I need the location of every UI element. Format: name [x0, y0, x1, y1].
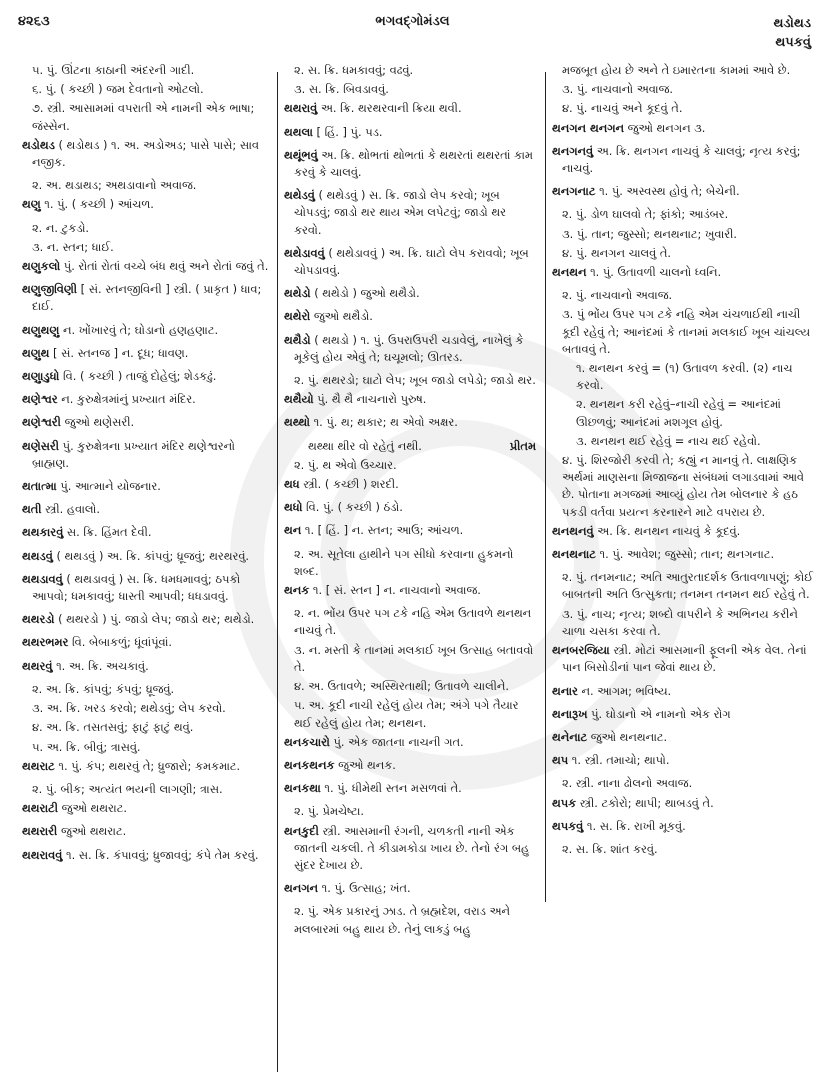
sense-line: ૩. ન. સ્તન; ધાઈ. — [32, 239, 114, 254]
definition: પું. ઘોડાનો એ નામનો એક રોગ — [591, 706, 731, 721]
definition: ૧. અ. ક્રિ. અચકાવું. — [56, 658, 149, 673]
dictionary-entry — [22, 501, 272, 518]
headword: થથેડો — [284, 286, 311, 301]
sense-line: ૩. પું. તાન; જુસ્સો; થનથનાટ; ખુવારી. — [562, 226, 738, 241]
headword: થથલા — [284, 124, 313, 139]
definition: પું. થૈ થૈ નાચનારો પુરુષ. — [317, 392, 427, 407]
definition: જુઓ થનથનાટ. — [590, 729, 668, 744]
headword: થથરભમર — [22, 635, 69, 650]
dictionary-entry — [284, 880, 536, 897]
column-divider-right — [545, 72, 546, 902]
guide-word-last: થપકવું — [775, 35, 811, 50]
example-text: થથ્થા થીર વો રહેતું નથી. — [308, 438, 422, 453]
headword: થનગન થનગન — [552, 120, 625, 135]
headword: થથ્થો — [284, 415, 310, 430]
definition: ન. આગમ; ભવિષ્ય. — [581, 683, 672, 698]
definition: ( થથેડાવવું ) અ. ક્રિ. ઘાટો લેપ કરાવવો; ખૂબ ચોપડાવવું. — [294, 245, 529, 278]
headword: થણુ — [22, 197, 41, 212]
definition: સ્ત્રી. ( કચ્છી ) શરદી. — [303, 477, 399, 492]
sense-line: ૨. ન. ટુકડો. — [32, 220, 90, 235]
definition: ૧. પું. અસ્વસ્થ હોવું તે; બેચેની. — [599, 184, 740, 199]
headword: થધ — [284, 477, 300, 492]
definition: જુઓ થથરાટ. — [60, 824, 127, 839]
headword: થનગનાટ — [552, 184, 596, 199]
definition: અ. ક્રિ. થનગન નાચવું કે ચાલવું; નૃત્ય કરવું; નાચવું. — [562, 143, 801, 176]
dictionary-entry — [284, 734, 536, 751]
example-text: ૩. થનથન થઈ રહેવું = નાચ થઈ રહેવો. — [576, 433, 761, 448]
headword: થથરડો — [22, 612, 55, 627]
dictionary-entry — [552, 706, 814, 723]
headword: થણેસરી — [22, 438, 60, 453]
headword: થથૈયો — [284, 392, 314, 407]
dictionary-entry — [22, 414, 272, 431]
dictionary-entry — [284, 499, 536, 516]
sense-line: ૨. પું. થથરડો; ઘાટો લેપ; ખૂબ જાડો લપેડો; જાડો થર. — [294, 373, 536, 388]
sense-line: ૨. અ. થડાથડ; અથડાવાનો અવાજ. — [32, 178, 197, 193]
sense-line: ૨. પું. પ્રેમચેષ્ટા. — [294, 804, 365, 819]
sense-line: ૨. પું. બીક; અત્યંત ભયની લાગણી; ત્રાસ. — [32, 781, 223, 796]
dictionary-entry — [284, 245, 536, 279]
headword: થણુજીવિણી — [22, 282, 78, 297]
headword: થનકથા — [284, 781, 321, 796]
sense-line: ૪. અ. ક્રિ. તસતસવું; ફાટું ફાટું થવું. — [32, 720, 194, 735]
headword: થનેનાટ — [552, 729, 588, 744]
dictionary-entry — [284, 391, 536, 408]
sense-line: ૨. પું. એક પ્રકારનું ઝાડ. તે બ્રહ્મદેશ, વરાડ અને મલબારમાં બહુ થાય છે. તેનું લાકડું બહુ — [294, 904, 511, 936]
dictionary-entry — [22, 368, 272, 385]
dictionary-entry — [552, 818, 814, 835]
headword: થનકુદી — [284, 823, 319, 838]
dictionary-entry — [284, 187, 536, 239]
sense-line: ૩. અ. ક્રિ. ખરડ કરવો; થથેડવું; લેપ કરવો. — [32, 701, 226, 716]
headword: થનક — [284, 583, 310, 598]
headword: થનારૂખ — [552, 706, 588, 721]
guide-words — [774, 14, 811, 52]
headword: થથડાવવું — [22, 571, 63, 586]
dictionary-entry — [22, 391, 272, 408]
dictionary-entry — [284, 332, 536, 366]
sense-line: ૫. અ. ક્રિ. બીવું; ત્રાસવું. — [32, 739, 141, 754]
definition: ( થથડવું ) અ. ક્રિ. કાંપવું; ધ્રૂજવું; થરથરવું. — [56, 548, 250, 563]
guide-word-first: થડોથડ — [773, 16, 811, 31]
headword: થથરવું — [22, 658, 53, 673]
headword: થનગનવું — [552, 143, 594, 158]
dictionary-entry — [552, 546, 814, 563]
column-middle — [284, 62, 536, 1077]
sense-line: ૪. પું. નાચવું અને કૂદવું તે. — [562, 101, 683, 116]
definition: ( થથડો ) ૧. પું. ઉપરાઉપરી ચડાવેલું, નાખેલું કે મૂકેલું હોય એવું તે; ઘચૂમલો; ઊતરડ. — [294, 332, 524, 364]
dictionary-entry — [284, 780, 536, 797]
dictionary-entry — [22, 281, 272, 315]
headword: થડોથડ — [22, 137, 55, 152]
dictionary-entry — [22, 823, 272, 840]
definition: જુઓ થથૈડો. — [313, 309, 373, 324]
definition: અ. ક્રિ. થનથન નાચવું કે કૂદવું. — [597, 523, 741, 538]
headword: થથૂંભવું — [284, 147, 318, 162]
definition: સ્ત્રી. હવાલો. — [45, 502, 100, 517]
dictionary-entry — [284, 100, 536, 117]
headword: થથડવું — [22, 548, 53, 563]
sense-line: ૪. અ. ઉતાવળે; અસ્થિરતાથી; ઉતાવળે ચાલીને. — [294, 679, 510, 694]
dictionary-entry — [22, 345, 272, 362]
dictionary-entry — [284, 476, 536, 493]
headword: થપક — [552, 795, 577, 810]
dictionary-entry — [22, 137, 272, 171]
definition: વિ. પું. ( કચ્છી ) ઠંડો. — [306, 500, 403, 515]
definition: ન. કુરુક્ષેત્રમાંનું પ્રખ્યાત મંદિર. — [61, 392, 196, 407]
usage-example — [576, 360, 814, 394]
dictionary-entry — [22, 478, 272, 495]
dictionary-entry — [552, 642, 814, 676]
definition: ૧. પું. ધીમેથી સ્તન મસળવાં તે. — [324, 781, 462, 796]
headword: થતાત્મા — [22, 479, 57, 494]
headword: થનગન — [284, 881, 319, 896]
usage-example — [576, 396, 814, 430]
definition: ૧. પું. આવેશ; જુસ્સો; તાન; થનગનાટ. — [599, 547, 775, 562]
headword: થથૈડો — [284, 332, 311, 347]
sense-line: ૫. અ. કૂદી નાચી રહેલું હોય તેમ; અંગે પગે તૈયાર થઈ રહેલું હોય તેમ; થનથન. — [294, 698, 519, 730]
headword: થથેડવું — [284, 188, 315, 203]
headword: થનથનાટ — [552, 547, 596, 562]
definition: સ્ત્રી. મોટાં આસમાની ફૂલની એક વેલ. તેનાં પાન બિસોડીનાં પાન જેવાં થાય છે. — [562, 643, 807, 675]
sense-line: ૨. પું. થ એવો ઉચ્ચાર. — [294, 457, 397, 472]
column-left — [22, 62, 272, 1077]
definition: પું. કુરુક્ષેત્રના પ્રખ્યાત મંદિર થણેશ્વરનો બ્રાહ્મણ. — [32, 438, 235, 470]
usage-example — [308, 438, 536, 455]
definition: ૧. [ હિં. ] ન. સ્તન; આઉ; આંચળ. — [304, 523, 464, 538]
example-text: ૧. થનથન કરવું = (૧) ઉતાવળ કરવી. (૨) નાચ કરવો. — [576, 361, 793, 393]
definition: ( થથેડવું ) સ. ક્રિ. જાડો લેપ કરવો; ખૂબ ચોપડવું; જાડો થર થાય એમ લપેટવું; જાડો થર કરવો. — [294, 188, 506, 237]
headword: થન — [284, 523, 302, 538]
definition: પું. એક જાતના નાચની ગત. — [333, 734, 464, 749]
definition: સ્ત્રી. આસમાની રંગની, ચળકતી નાની એક જાતની ચકલી. તે કીડામકોડા ખાય છે. તેનો રંગ બહુ સુંદર દેખાય છે. — [294, 823, 530, 872]
headword: થધો — [284, 500, 303, 515]
definition: ( થથડાવવું ) સ. ક્રિ. ધમધમાવવું; ઠપકો આપવો; ધમકાવવું; ધાસ્તી આપવી; ધધડાવવું. — [32, 571, 241, 604]
headword: થથરાટ — [22, 758, 55, 773]
definition: ( થથેડો ) જુઓ થથૈડો. — [314, 286, 420, 301]
headword: થપકવું — [552, 818, 584, 833]
sense-line: ૬. પું. ( કચ્છી ) જમ દેવતાનો ઓટલો. — [32, 82, 204, 97]
definition: ન. ખોંખારવું તે; ઘોડાનો હણહણાટ. — [62, 322, 219, 337]
dictionary-entry — [284, 308, 536, 325]
sense-line: ૪. પું. શિરજોરી કરવી તે; કહ્યું ન માનવું તે. લાક્ષણિક અર્થમાં માણસના મિજાજના સંબંધમાં લગાડવામાં આવે છે. પોતાના મગજમાં આવ્યું હોય તેમ બોલનાર કે હઠ પકડી વર્તવા પ્રયત્ન કરનારને માટે વપરાય છે. — [562, 453, 805, 519]
definition: ૧. [ સં. સ્તન ] ન. નાચવાનો અવાજ. — [312, 583, 481, 598]
headword: થથરાવવું — [22, 847, 63, 862]
headword: થનકચારો — [284, 734, 330, 749]
definition: [ સં. સ્તનજીવિની ] સ્ત્રી. ( પ્રાકૃત ) ધાવ; દાઈ. — [32, 282, 262, 314]
definition: સ. ક્રિ. હિંમત દેવી. — [66, 525, 152, 540]
headword: થનબરજિયા — [552, 643, 610, 658]
dictionary-entry — [284, 124, 536, 141]
dictionary-entry — [22, 548, 272, 565]
dictionary-entry — [22, 634, 272, 651]
dictionary-entry — [552, 523, 814, 540]
example-text: ૨. થનથન કરી રહેવું–નાચી રહેવું = આનંદમાં ઊછળવું; આનંદમાં મશગૂલ હોવું. — [576, 397, 781, 429]
headword: થનકથનક — [284, 757, 335, 772]
headword: થનાર — [552, 683, 578, 698]
sense-line: ૨. સ. ક્રિ. ધમકાવવું; વઢવું. — [294, 63, 414, 77]
definition: ૧. પું. કંપ; થથરવું તે; ધ્રુજારો; કમકમાટ. — [58, 758, 241, 773]
sense-line: ૩. પું. નાચવાનો અવાજ. — [562, 82, 673, 97]
definition: ૧. સ્ત્રી. તમાચો; થાપો. — [571, 753, 670, 768]
sense-line: ૩. પું. નાચ; નૃત્ય; શબ્દો વાપરીને કે અભિનય કરીને ચાળા ચસકા કરવા તે. — [562, 606, 798, 638]
definition: અ. ક્રિ. થોભતાં થોભતાં કે થથરતાં થથરતાં કામ કરવું કે ચાલવું. — [294, 147, 533, 180]
headword: થથરાટી — [22, 801, 59, 816]
dictionary-entry — [552, 183, 814, 200]
sense-line: ૨. અ. સૂતેલા હાથીને પગ સીધો કરવાના હુકમનો શબ્દ. — [294, 546, 514, 578]
headword: થથેરો — [284, 309, 311, 324]
dictionary-entry — [284, 757, 536, 774]
definition: જુઓ થનગન ૩. — [627, 120, 706, 135]
headword: થથેડાવવું — [284, 245, 325, 260]
dictionary-entry — [284, 147, 536, 181]
dictionary-entry — [22, 438, 272, 472]
dictionary-entry — [22, 847, 272, 864]
headword: થથરાવું — [284, 101, 318, 116]
headword: થણુથ — [22, 345, 50, 360]
column-divider-left — [277, 72, 278, 1072]
definition: જુઓ થથરાટ. — [61, 801, 127, 816]
dictionary-entry — [22, 658, 272, 675]
dictionary-entry — [22, 571, 272, 605]
definition: ૧. પું. ( કચ્છી ) આંચળ. — [44, 197, 154, 212]
definition: વિ. ( કચ્છી ) તાજું દોહેલું; શેડકઢું. — [63, 369, 217, 384]
dictionary-entry — [284, 285, 536, 302]
definition: ( થડોથડ ) ૧. અ. અડોઅડ; પાસે પાસે; સાવ નજીક. — [32, 137, 259, 170]
sense-line: ૭. સ્ત્રી. આસામમાં વપરાતી એ નામની એક ભાષા; જંસ્સેન. — [32, 101, 255, 133]
dictionary-entry — [22, 611, 272, 628]
dictionary-entry — [552, 143, 814, 177]
headword: થપ — [552, 753, 569, 768]
sense-line: ૪. પું. થનગન ચાલવું તે. — [562, 245, 671, 260]
dictionary-entry — [22, 258, 272, 275]
headword: થથરારી — [22, 824, 58, 839]
headword: થણુાડુધો — [22, 369, 60, 384]
definition: ૧. પું. ઉતાવળી ચાલનો ધ્વનિ. — [590, 265, 722, 280]
dictionary-entry — [284, 414, 536, 431]
usage-example — [576, 433, 814, 450]
sense-line: ૨. પું. નાચવાનો અવાજ. — [562, 288, 673, 303]
definition: ૧. પું. ઉત્સાહ; ખંત. — [321, 881, 411, 896]
definition: [ હિં. ] પું. પડ. — [316, 124, 383, 139]
headword: થણેશ્વર — [22, 392, 58, 407]
definition: જુઓ થનક. — [338, 757, 396, 772]
dictionary-entry — [22, 800, 272, 817]
definition: [ સં. સ્તનજ ] ન. દૂધ; ધાવણ. — [53, 345, 189, 360]
dictionary-entry — [552, 752, 814, 769]
definition: ૧. પું. થ; થકાર; થ એવો અક્ષર. — [313, 415, 458, 430]
definition: ૧. સ. ક્રિ. રાખી મૂકવું. — [586, 818, 686, 833]
headword: થથકારવું — [22, 525, 64, 540]
column-right — [552, 62, 814, 1077]
dictionary-entry — [552, 729, 814, 746]
dictionary-entry — [284, 522, 536, 539]
headword: થનથનવું — [552, 523, 594, 538]
dictionary-entry — [22, 196, 272, 213]
headword: થણુથણુ — [22, 322, 60, 337]
definition: જુઓ થણેસરી. — [64, 415, 135, 430]
page-header — [0, 0, 825, 60]
sense-line: ૩. ન. મસ્તી કે તાનમાં મલકાઈ ખૂબ ઉત્સાહ બતાવવો તે. — [294, 642, 534, 674]
sense-line: મજબૂત હોય છે અને તે ઇમારતના કામમાં આવે છે. — [562, 63, 791, 77]
page-number: ૪૨૬૩ — [18, 14, 50, 29]
sense-line: ૨. સ્ત્રી. નાના ઢોલનો અવાજ. — [562, 776, 693, 791]
dictionary-entry — [552, 120, 814, 137]
definition: પું. આત્માને યોજનાર. — [60, 479, 161, 494]
definition: પું. રોતાં રોતાં વચ્ચે બંધ થવું અને રોતાં જવું તે. — [63, 259, 269, 274]
dictionary-entry — [22, 758, 272, 775]
sense-line: ૨. સ. ક્રિ. શાંત કરવું. — [562, 841, 658, 856]
headword: થણેશ્વરી — [22, 415, 61, 430]
sense-line: ૨. પું. ડોળ ઘાલવો તે; ફાંકો; આડંબર. — [562, 207, 729, 222]
dictionary-entry — [552, 683, 814, 700]
definition: ( થથરડો ) પું. જાડો લેપ; જાડો થર; થથેડો. — [58, 612, 255, 627]
definition: વિ. બેબાકળું; ધૂંવાંપૂંવાં. — [72, 635, 173, 650]
sense-line: ૩. પું ભોંય ઉપર પગ ટકે નહિ એમ ચંચળાઈથી નાચી કૂદી રહેવું તે; આનંદમાં કે તાનમાં મલકાઈ ખૂબ ચાંચલ્ય બતાવવું તે. — [562, 307, 811, 356]
dictionary-entry — [552, 795, 814, 812]
definition: ૧. સ. ક્રિ. કંપાવવું; ધ્રુજાવવું; કંપે તેમ કરવું. — [65, 847, 259, 862]
sense-line: ૩. સ. ક્રિ. બિવડાવવું. — [294, 82, 389, 97]
example-source: પ્રીતમ — [509, 438, 536, 453]
dictionary-entry — [284, 823, 536, 875]
sense-line: ૨. ન. ભોંય ઉપર પગ ટકે નહિ એમ ઉતાવળે થનથન નાચવું તે. — [294, 606, 532, 638]
running-title: ભગવદ્ગોમંડલ — [375, 14, 450, 29]
dictionary-entry — [22, 322, 272, 339]
headword: થણુકલો — [22, 259, 61, 274]
headword: થનથન — [552, 265, 587, 280]
dictionary-entry — [552, 264, 814, 281]
definition: સ્ત્રી. ટકોરો; થાપી; થાબડવું તે. — [579, 795, 714, 810]
dictionary-entry — [22, 524, 272, 541]
dictionary-entry — [284, 582, 536, 599]
definition: અ. ક્રિ. થરથરવાની ક્રિયા થવી. — [320, 101, 462, 116]
sense-line: ૨. પું. તનમનાટ; અતિ આતુરતાદર્શક ઉતાવળાપણું; કોઈ બાબતની અતિ ઉત્સુકતા; તનમન તનમન થઈ રહેવું તે. — [562, 570, 814, 602]
headword: થતી — [22, 502, 42, 517]
sense-line: ૫. પું. ઊંટના કાઠાની અંદરની ગાદી. — [32, 63, 195, 77]
sense-line: ૨. અ. ક્રિ. કાંપવું; કંપવું; ધ્રૂજવું. — [32, 681, 175, 696]
